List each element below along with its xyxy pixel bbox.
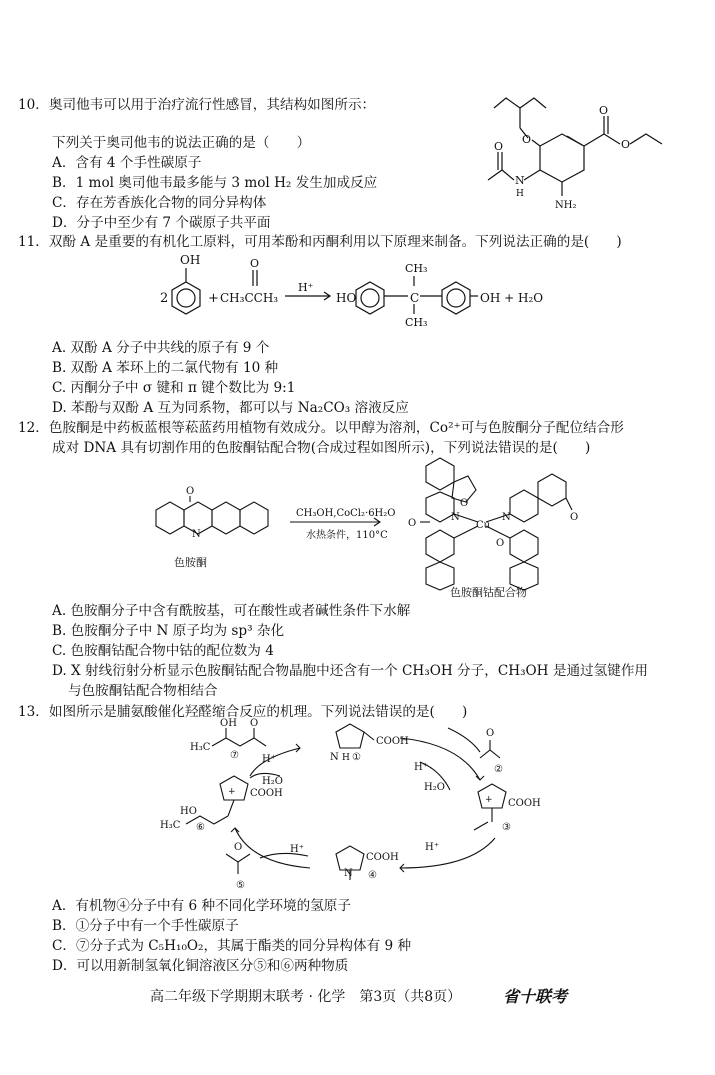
q11-ch3-bottom: CH₃ [405,316,428,329]
q13-c3-cooh: COOH [508,798,541,809]
q12-option-c: C. 色胺酮钴配合物中钴的配位数为 4 [52,643,274,659]
q11-products: OH + H₂O [480,291,544,305]
q10-option-d: D．分子中至少有 7 个碳原子共平面 [52,215,271,231]
q13-c1-nh: N [330,752,339,763]
page-footer: 高二年级下学期期末联考 · 化学 第3页（共8页） [150,989,462,1005]
q12-option-b: B. 色胺酮分子中 N 原子均为 sp³ 杂化 [52,623,285,639]
q11-central-c: C [410,291,420,305]
q12-option-a: A. 色胺酮分子中含有酰胺基，可在酸性或者碱性条件下水解 [52,603,411,619]
q12-complex-o-left: O [408,518,417,529]
q11-ch3-top: CH₃ [405,262,428,275]
q13-label-4: ④ [368,870,377,881]
q12-reactant-n: N [192,529,201,540]
q13-catalytic-cycle [150,718,570,893]
q13-c6-h3c: H₃C [160,820,181,831]
q11-coefficient: 2 [160,291,169,306]
q11-option-c: C. 丙酮分子中 σ 键和 π 键个数比为 9:1 [52,380,296,396]
q13-label-2: ② [494,764,503,775]
q12-complex-o-2: O [496,538,505,549]
q12-complex-n-2: N [502,512,511,523]
q13-option-b: B．①分子中有一个手性碳原子 [52,918,239,934]
q10-oseltamivir-structure [470,88,690,218]
q12-option-d-line1: D. X 射线衍射分析显示色胺酮钴配合物晶胞中还含有一个 CH₃OH 分子，CH₃OH 是通过氢键作用 [52,663,649,679]
q12-complex-o-right: O [570,512,579,523]
q12-left-label: 色胺酮 [174,556,207,569]
q13-option-d: D．可以用新制氢氧化铜溶液区分⑤和⑥两种物质 [52,958,349,974]
q13-c3-plus: + [485,795,493,805]
q13-option-a: A．有机物④分子中有 6 种不同化学环境的氢原子 [52,898,351,914]
q10-amide-n: N [515,174,525,187]
q10-amine: NH₂ [555,200,577,211]
q10-ask: 下列关于奥司他韦的说法正确的是（ ） [52,135,311,151]
q10-option-b: B．1 mol 奥司他韦最多能与 3 mol H₂ 发生加成反应 [52,175,378,191]
exam-stamp: 省十联考 [503,987,568,1006]
q10-stem: 10．奥司他韦可以用于治疗流行性感冒，其结构如图所示： [18,97,376,113]
q13-c7-h3c: H₃C [190,742,211,753]
q13-c6-plus: + [228,787,236,797]
q10-option-a: A．含有 4 个手性碳原子 [52,155,202,171]
q13-option-c: C．⑦分子式为 C₅H₁₀O₂，其属于酯类的同分异构体有 9 种 [52,938,412,954]
q13-hplus-4: H⁺ [262,754,276,765]
q13-c1-cooh: COOH [376,736,409,747]
q13-label-5: ⑤ [236,880,245,891]
q13-c5-o: O [234,842,243,853]
q10-carbonyl-o: O [599,104,609,117]
q12-complex-n-1: N [451,512,460,523]
q11-plus: + [208,291,219,306]
q10-amide-o: O [494,140,504,153]
q13-c6-cooh: COOH [250,788,283,799]
q12-option-d-line2: 与色胺酮钴配合物相结合 [68,683,218,699]
q12-stem-line2: 成对 DNA 具有切割作用的色胺酮钴配合物(合成过程如图所示)，下列说法错误的是( ) [52,440,591,456]
q12-synthesis-scheme [140,458,580,598]
q13-h2o-1: H₂O [424,782,445,793]
q13-hplus-1: H⁺ [414,762,428,773]
q12-complex-cu: Cu [476,520,491,531]
q13-stem: 13．如图所示是脯氨酸催化羟醛缩合反应的机理。下列说法错误的是( ) [18,704,468,720]
q13-c6-ho: HO [180,806,197,817]
q13-label-3: ③ [502,822,511,833]
q11-phenol-oh: OH [180,253,201,267]
q12-condition: 水热条件，110°C [306,530,388,541]
q13-label-1: ① [352,752,361,763]
q11-option-d: D. 苯酚与双酚 A 互为同系物，都可以与 Na₂CO₃ 溶液反应 [52,400,409,416]
q10-ester-o: O [621,138,631,151]
q12-right-label: 色胺酮钴配合物 [450,586,527,599]
q10-option-c: C．存在芳香族化合物的同分异构体 [52,195,267,211]
q11-catalyst: H⁺ [298,281,314,294]
q13-c1-h: H [342,753,350,763]
q13-c2-o: O [486,728,495,739]
q11-option-b: B. 双酚 A 苯环上的二氯代物有 10 种 [52,360,279,376]
q13-h2o-2: H₂O [262,776,283,787]
q13-label-6: ⑥ [196,822,205,833]
q13-c4-n: N [344,868,353,879]
q11-acetone: CH₃CCH₃ [220,291,279,305]
q10-amide-h: H [516,189,524,199]
q12-reactant-o: O [186,486,195,497]
q11-stem: 11．双酚 A 是重要的有机化工原料，可用苯酚和丙酮利用以下原理来制备。下列说法正确的是( ) [18,234,622,250]
q11-acetone-o: O [250,257,260,270]
q12-complex-o-1: O [460,498,469,509]
q13-c4-cooh: COOH [366,852,399,863]
q12-stem-line1: 12．色胺酮是中药板蓝根等菘蓝药用植物有效成分。以甲醇为溶剂，Co²⁺可与色胺酮分子配位结合形 [18,420,624,436]
q11-reaction-equation [160,250,580,335]
q13-c7-oh: OH [220,718,237,729]
q13-label-7: ⑦ [230,750,239,761]
q13-c7-o: O [250,718,259,729]
q12-reagent: CH₃OH,CoCl₂·6H₂O [296,508,396,519]
q10-ether-o: O [522,133,532,146]
q13-hplus-2: H⁺ [425,842,439,853]
q13-hplus-3: H⁺ [290,844,304,855]
q11-ho: HO [336,291,357,305]
q11-option-a: A. 双酚 A 分子中共线的原子有 9 个 [52,340,270,356]
